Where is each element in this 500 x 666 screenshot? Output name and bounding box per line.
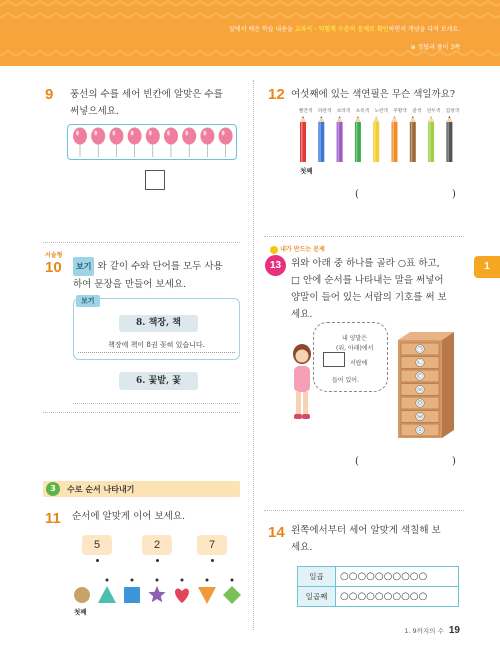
number-card-7: 7 bbox=[197, 535, 227, 555]
pencil-label: 노란색 bbox=[374, 109, 388, 114]
q12-text: 여섯째에 있는 색연필은 무슨 색일까요? bbox=[291, 89, 456, 100]
q13-paren-close: ) bbox=[452, 456, 456, 467]
row2-circles[interactable]: ○○○○○○○○○○ bbox=[336, 587, 459, 607]
q13-line1: 위와 아래 중 하나를 골라 ○표 하고, bbox=[291, 258, 440, 269]
bogi-tab: 보기 bbox=[76, 295, 100, 307]
card-dot-2[interactable] bbox=[156, 559, 159, 562]
q13-paren-open: ( bbox=[355, 456, 359, 467]
row-divider-right-1 bbox=[264, 236, 464, 237]
balloons-illustration bbox=[68, 125, 236, 159]
pencil-icon bbox=[410, 116, 416, 162]
example-sentence: 책장에 책이 8권 꽂혀 있습니다. bbox=[78, 340, 235, 353]
balloon-icon bbox=[109, 128, 123, 158]
column-divider bbox=[253, 80, 254, 630]
q13-tag-label: 내가 만드는 문제 bbox=[280, 246, 325, 253]
top-banner bbox=[0, 0, 500, 66]
balloon-icon bbox=[164, 128, 178, 158]
drawer bbox=[401, 384, 439, 396]
drawer bbox=[401, 343, 439, 355]
number-card-5: 5 bbox=[82, 535, 112, 555]
pencil-label-row bbox=[299, 108, 459, 114]
q13-text bbox=[291, 255, 447, 323]
girl-illustration bbox=[288, 340, 318, 428]
zigzag-pattern bbox=[0, 0, 500, 66]
q13-tag bbox=[270, 244, 325, 254]
drawer-cabinet bbox=[394, 330, 464, 440]
square-shape bbox=[124, 587, 140, 603]
shapes-row bbox=[70, 578, 245, 608]
q12-answer-field[interactable] bbox=[366, 190, 450, 204]
q14-line2: 세요. bbox=[291, 542, 313, 553]
pencil-label: 검정색 bbox=[445, 109, 459, 114]
drawer bbox=[401, 370, 439, 382]
row1-label: 일곱 bbox=[298, 567, 336, 587]
banner-text-post: 하면서 개념을 다져 보세요. bbox=[388, 26, 460, 33]
q13-number-badge bbox=[265, 255, 286, 276]
drawer-label: ㉦ bbox=[416, 427, 424, 435]
q10-text bbox=[73, 257, 223, 293]
drawer bbox=[401, 411, 439, 423]
banner-instruction bbox=[36, 24, 460, 33]
smiley-icon bbox=[270, 246, 278, 254]
pencil-icon bbox=[355, 116, 361, 162]
pencil-label: 빨간색 bbox=[299, 109, 313, 114]
q10-number: 10 bbox=[45, 259, 62, 276]
q10-tag: 서술형 bbox=[45, 252, 63, 259]
row1-circles[interactable]: ○○○○○○○○○○ bbox=[336, 567, 459, 587]
drawer-label: ㉣ bbox=[416, 387, 424, 394]
drawer bbox=[401, 397, 439, 409]
card-dot-3[interactable] bbox=[211, 559, 214, 562]
drawer-label: ㉠ bbox=[416, 346, 424, 354]
number-card-2: 2 bbox=[142, 535, 172, 555]
plus-circle-icon: ⊕ bbox=[410, 44, 416, 51]
balloon-icon bbox=[73, 128, 87, 158]
q14-number: 14 bbox=[268, 524, 285, 541]
balloon-icon bbox=[128, 128, 142, 158]
balloon-icon bbox=[219, 128, 233, 158]
q13-line2: □ 안에 순서를 나타내는 말을 써넣어 bbox=[291, 275, 444, 286]
answer-reference-label: 정답과 풀이 3쪽 bbox=[417, 44, 460, 51]
q9-answer-box[interactable] bbox=[145, 170, 165, 190]
q12-first-label: 첫째 bbox=[300, 167, 313, 175]
inverted-triangle-shape bbox=[198, 587, 216, 604]
q13-line3: 양말이 들어 있는 서랍의 기호를 써 보 bbox=[291, 292, 447, 303]
q9-line1: 풍선의 수를 세어 빈칸에 알맞은 수를 bbox=[70, 89, 223, 100]
q9-text bbox=[70, 86, 223, 120]
shape-dot[interactable] bbox=[106, 579, 109, 582]
row2-label: 일곱째 bbox=[298, 587, 336, 607]
section-number-badge: 3 bbox=[46, 482, 60, 496]
pencil-icon bbox=[318, 116, 324, 162]
bubble-line4: 들어 있어. bbox=[332, 377, 359, 384]
circle-shape bbox=[74, 587, 90, 603]
diamond-shape bbox=[223, 586, 241, 604]
shape-dot[interactable] bbox=[131, 579, 134, 582]
footer-chapter: 1. 9까지의 수 bbox=[404, 627, 444, 635]
pencil-label: 주황색 bbox=[393, 109, 407, 114]
q9-line2: 써넣으세요. bbox=[70, 106, 119, 117]
pencil-label: 연두색 bbox=[426, 109, 441, 114]
heart-shape bbox=[175, 589, 189, 603]
q12-paren-open: ( bbox=[355, 189, 359, 200]
card-dot-1[interactable] bbox=[96, 559, 99, 562]
banner-text-highlight: 교과서 · 익힘책 수준의 문제로 확인 bbox=[294, 26, 389, 33]
row-divider-left-1 bbox=[43, 242, 240, 243]
drawer-label: ㉥ bbox=[416, 414, 424, 421]
banner-text-pre: 앞에서 배운 학습 내용을 bbox=[229, 26, 295, 33]
shape-dot[interactable] bbox=[206, 579, 209, 582]
pencil-label: 보라색 bbox=[336, 109, 351, 114]
drawer bbox=[401, 357, 439, 369]
balloon-icon bbox=[146, 128, 160, 158]
q11-number: 11 bbox=[45, 510, 61, 527]
shape-dot[interactable] bbox=[231, 579, 234, 582]
row-divider-left-2 bbox=[43, 412, 240, 413]
pencil-label: 갈색 bbox=[412, 109, 422, 114]
answer-reference bbox=[411, 42, 460, 51]
balloon-icon bbox=[91, 128, 105, 158]
pencils-illustration bbox=[296, 116, 462, 164]
q10-line1: 와 같이 수와 단어를 모두 사용 bbox=[97, 261, 223, 272]
pencil-icon bbox=[446, 116, 452, 162]
pencil-label: 파란색 bbox=[317, 109, 332, 114]
bubble-line2: (위, 아래)에서 bbox=[336, 345, 374, 352]
q9-number: 9 bbox=[45, 86, 54, 103]
q12-number: 12 bbox=[268, 86, 285, 103]
bubble-line3: 서랍에 bbox=[350, 360, 368, 367]
drawer-label: ㉢ bbox=[416, 373, 424, 381]
balloon-icon bbox=[182, 128, 196, 158]
section-title: 수로 순서 나타내기 bbox=[67, 485, 135, 494]
q14-line1: 왼쪽에서부터 세어 알맞게 색칠해 보 bbox=[291, 525, 441, 536]
coloring-row-2 bbox=[298, 587, 459, 607]
pencil-icon bbox=[300, 116, 306, 162]
coloring-table bbox=[297, 566, 459, 607]
q11-text: 순서에 알맞게 이어 보세요. bbox=[72, 511, 186, 522]
coloring-row-1 bbox=[298, 567, 459, 587]
task-words: 6. 꽃밭, 꽃 bbox=[119, 372, 198, 390]
drawer-label: ㉡ bbox=[416, 360, 424, 367]
balloon-panel bbox=[67, 124, 237, 160]
q10-answer-line[interactable] bbox=[73, 403, 240, 404]
star-shape bbox=[148, 586, 165, 602]
q11-first-label: 첫째 bbox=[74, 608, 87, 616]
page-number: 19 bbox=[448, 625, 460, 636]
chapter-side-tab: 1 bbox=[474, 256, 500, 278]
q14-text bbox=[291, 522, 441, 556]
triangle-shape bbox=[98, 586, 116, 603]
q13-number: 13 bbox=[269, 260, 282, 271]
bubble-line1: 내 양말은 bbox=[342, 335, 368, 342]
row-divider-right-2 bbox=[264, 510, 464, 511]
pencil-icon bbox=[337, 116, 343, 162]
pencil-icon bbox=[392, 116, 398, 162]
drawer-label: ㉤ bbox=[416, 400, 424, 408]
drawer bbox=[401, 424, 439, 436]
bubble-blank-box[interactable] bbox=[323, 352, 345, 367]
pencil-icon bbox=[428, 116, 434, 162]
q13-answer-field[interactable] bbox=[366, 457, 450, 471]
example-words: 8. 책장, 책 bbox=[119, 315, 198, 332]
shape-dot[interactable] bbox=[181, 579, 184, 582]
q13-line4: 세요. bbox=[291, 309, 313, 320]
bogi-chip: 보기 bbox=[73, 257, 94, 276]
pencil-icon bbox=[373, 116, 379, 162]
balloon-icon bbox=[200, 128, 214, 158]
page-footer bbox=[404, 625, 460, 636]
shape-dot[interactable] bbox=[156, 579, 159, 582]
q10-line2: 하여 문장을 만들어 보세요. bbox=[73, 279, 187, 290]
q12-paren-close: ) bbox=[452, 189, 456, 200]
pencil-label: 초록색 bbox=[355, 109, 369, 114]
